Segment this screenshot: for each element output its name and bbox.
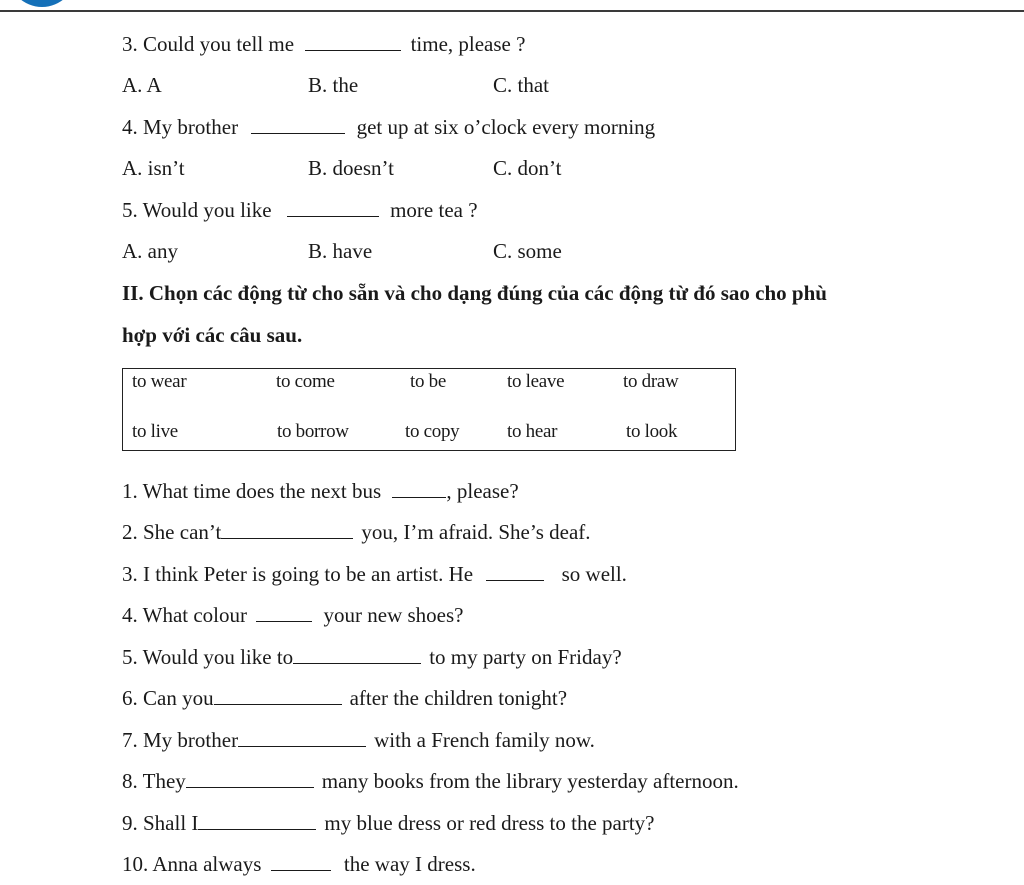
sentence-text: , please?: [446, 479, 519, 503]
sentence-number: 8.: [122, 769, 138, 793]
option-b[interactable]: B. have: [308, 239, 373, 263]
sentence-8: [122, 769, 739, 793]
answer-blank[interactable]: [287, 199, 379, 217]
sentence-text: so well.: [561, 562, 627, 586]
sentence-number: 3.: [122, 562, 138, 586]
sentence-number: 10.: [122, 852, 149, 876]
sentence-6: [122, 686, 567, 710]
answer-blank[interactable]: [221, 521, 353, 539]
answer-blank[interactable]: [214, 687, 342, 705]
question-text: Would you like: [142, 198, 272, 222]
answer-blank[interactable]: [392, 480, 446, 498]
verb-item: to be: [410, 371, 446, 392]
sentence-text: your new shoes?: [323, 603, 464, 627]
sentence-text: I think Peter is going to be an artist. He: [143, 562, 474, 586]
question-4: [122, 115, 655, 139]
question-text: Could you tell me: [143, 32, 295, 56]
option-b[interactable]: B. the: [308, 73, 359, 97]
sentence-2: [122, 520, 591, 544]
sentence-text: What colour: [142, 603, 247, 627]
option-c[interactable]: C. don’t: [493, 156, 562, 180]
answer-blank[interactable]: [198, 812, 316, 830]
sentence-text: my blue dress or red dress to the party?: [324, 811, 655, 835]
question-number: 4.: [122, 115, 138, 139]
logo-badge: [8, 0, 76, 7]
sentence-number: 6.: [122, 686, 138, 710]
verb-item: to wear: [132, 371, 187, 392]
sentence-7: [122, 728, 595, 752]
option-c[interactable]: C. some: [493, 239, 562, 263]
sentence-text: Shall I: [143, 811, 199, 835]
sentence-10: [122, 852, 476, 876]
sentence-text: My brother: [143, 728, 239, 752]
verb-item: to copy: [405, 421, 460, 442]
verb-item: to leave: [507, 371, 565, 392]
answer-blank[interactable]: [251, 116, 345, 134]
sentence-text: you, I’m afraid. She’s deaf.: [361, 520, 591, 544]
answer-blank[interactable]: [271, 853, 331, 871]
section-heading: II. Chọn các động từ cho sẵn và cho dạng đúng của các động từ đó sao cho phù: [122, 281, 827, 305]
question-text: more tea ?: [390, 198, 478, 222]
sentence-text: Can you: [143, 686, 214, 710]
sentence-text: with a French family now.: [374, 728, 595, 752]
answer-blank[interactable]: [186, 770, 314, 788]
sentence-number: 7.: [122, 728, 138, 752]
answer-blank[interactable]: [305, 33, 401, 51]
sentence-text: What time does the next bus: [142, 479, 382, 503]
question-text: My brother: [143, 115, 239, 139]
verb-item: to live: [132, 421, 178, 442]
question-3: [122, 32, 525, 56]
answer-blank[interactable]: [256, 604, 312, 622]
option-a[interactable]: A. isn’t: [122, 156, 185, 180]
sentence-text: the way I dress.: [343, 852, 476, 876]
header-divider: [0, 10, 1024, 12]
sentence-1: [122, 479, 519, 503]
verb-item: to draw: [623, 371, 679, 392]
verb-item: to look: [626, 421, 678, 442]
verb-item: to come: [276, 371, 335, 392]
sentence-9: [122, 811, 655, 835]
answer-blank[interactable]: [238, 729, 366, 747]
answer-blank[interactable]: [293, 646, 421, 664]
sentence-4: [122, 603, 463, 627]
sentence-number: 4.: [122, 603, 138, 627]
sentence-number: 2.: [122, 520, 138, 544]
sentence-number: 5.: [122, 645, 138, 669]
sentence-number: 1.: [122, 479, 138, 503]
sentence-number: 9.: [122, 811, 138, 835]
sentence-text: to my party on Friday?: [429, 645, 622, 669]
option-b[interactable]: B. doesn’t: [308, 156, 394, 180]
question-text: get up at six o’clock every morning: [356, 115, 656, 139]
verb-item: to borrow: [277, 421, 349, 442]
section-heading-continued: hợp với các câu sau.: [122, 323, 303, 347]
verb-item: to hear: [507, 421, 558, 442]
option-a[interactable]: A. A: [122, 73, 162, 97]
sentence-3: [122, 562, 627, 586]
sentence-text: They: [142, 769, 186, 793]
sentence-text: after the children tonight?: [349, 686, 568, 710]
answer-blank[interactable]: [486, 563, 544, 581]
question-5: [122, 198, 478, 222]
question-number: 3.: [122, 32, 138, 56]
sentence-text: She can’t: [143, 520, 222, 544]
question-number: 5.: [122, 198, 138, 222]
option-c[interactable]: C. that: [493, 73, 549, 97]
option-a[interactable]: A. any: [122, 239, 178, 263]
sentence-text: many books from the library yesterday afternoon.: [321, 769, 739, 793]
verb-bank: [122, 368, 736, 451]
sentence-text: Anna always: [152, 852, 262, 876]
sentence-text: Would you like to: [142, 645, 294, 669]
sentence-5: [122, 645, 622, 669]
question-text: time, please ?: [410, 32, 526, 56]
